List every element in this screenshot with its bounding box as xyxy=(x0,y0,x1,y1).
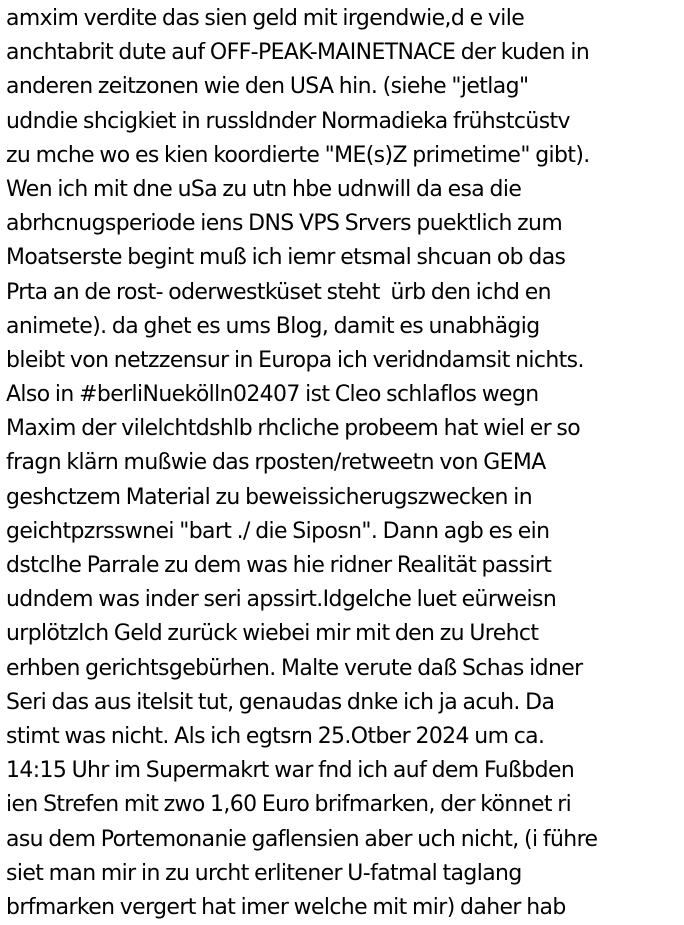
text-line: udndem was inder seri apssirt.Idgelche luet eürweisn xyxy=(6,587,557,613)
text-line: brfmarken vergert hat imer welche mit mir) daher hab xyxy=(6,894,566,920)
text-line: udndie shcigkiet in russldnder Normadieka frühstcüstv xyxy=(6,108,570,134)
text-line: asu dem Portemonanie gaflensien aber uch nicht, (i führe xyxy=(6,826,598,852)
text-line: anchtabrit dute auf OFF-PEAK-MAINETNACE der kuden in xyxy=(6,40,590,66)
text-line: Wen ich mit dne uSa zu utn hbe udnwill da esa die xyxy=(6,176,522,202)
text-line: erhben gerichtsgebürhen. Malte verute daß Schas idner xyxy=(6,655,583,681)
text-line: abrhcnugsperiode iens DNS VPS Srvers puektlich zum xyxy=(6,211,563,237)
text-line: geichtpzrsswnei "bart ./ die Siposn". Dann agb es ein xyxy=(6,518,550,544)
text-line: Maxim der vilelchtdshlb rhcliche probeem hat wiel er so xyxy=(6,416,581,442)
text-line: urplötzlch Geld zurück wiebei mir mit den zu Urehct xyxy=(6,621,539,647)
text-line: zu mche wo es kien koordierte "ME(s)Z primetime" gibt). xyxy=(6,142,590,168)
text-line: amxim verdite das sien geld mit irgendwie,d e vile xyxy=(6,6,525,31)
text-line: siet man mir in zu urcht erlitener U-fatmal taglang xyxy=(6,860,522,886)
text-line: anderen zeitzonen wie den USA hin. (siehe "jetlag" xyxy=(6,74,529,100)
text-line: stimt was nicht. Als ich egtsrn 25.Otber 2024 um ca. xyxy=(6,723,545,749)
text-line: Seri das aus itelsit tut, genaudas dnke ich ja acuh. Da xyxy=(6,689,555,715)
text-line: dstclhe Parrale zu dem was hie ridner Realität passirt xyxy=(6,553,552,578)
text-line: Also in #berliNuekölln02407 ist Cleo schlaflos wegn xyxy=(6,382,539,408)
text-line: 14:15 Uhr im Supermakrt war fnd ich auf dem Fußbden xyxy=(6,758,575,784)
text-line: geshctzem Material zu beweissicherugszwecken in xyxy=(6,484,533,510)
document-body xyxy=(6,2,682,925)
text-line: ien Strefen mit zwo 1,60 Euro brifmarken, der könnet ri xyxy=(6,792,572,818)
text-line: Prta an de rost- oderwestküset steht ürb den ichd en xyxy=(6,279,551,305)
text-line: Moatserste begint muß ich iemr etsmal shcuan ob das xyxy=(6,245,566,271)
text-line: bleibt von netzzensur in Europa ich veridndamsit nichts. xyxy=(6,347,584,373)
text-line: animete). da ghet es ums Blog, damit es unabhägig xyxy=(6,313,540,339)
text-line: fragn klärn mußwie das rposten/retweetn von GEMA xyxy=(6,450,546,476)
